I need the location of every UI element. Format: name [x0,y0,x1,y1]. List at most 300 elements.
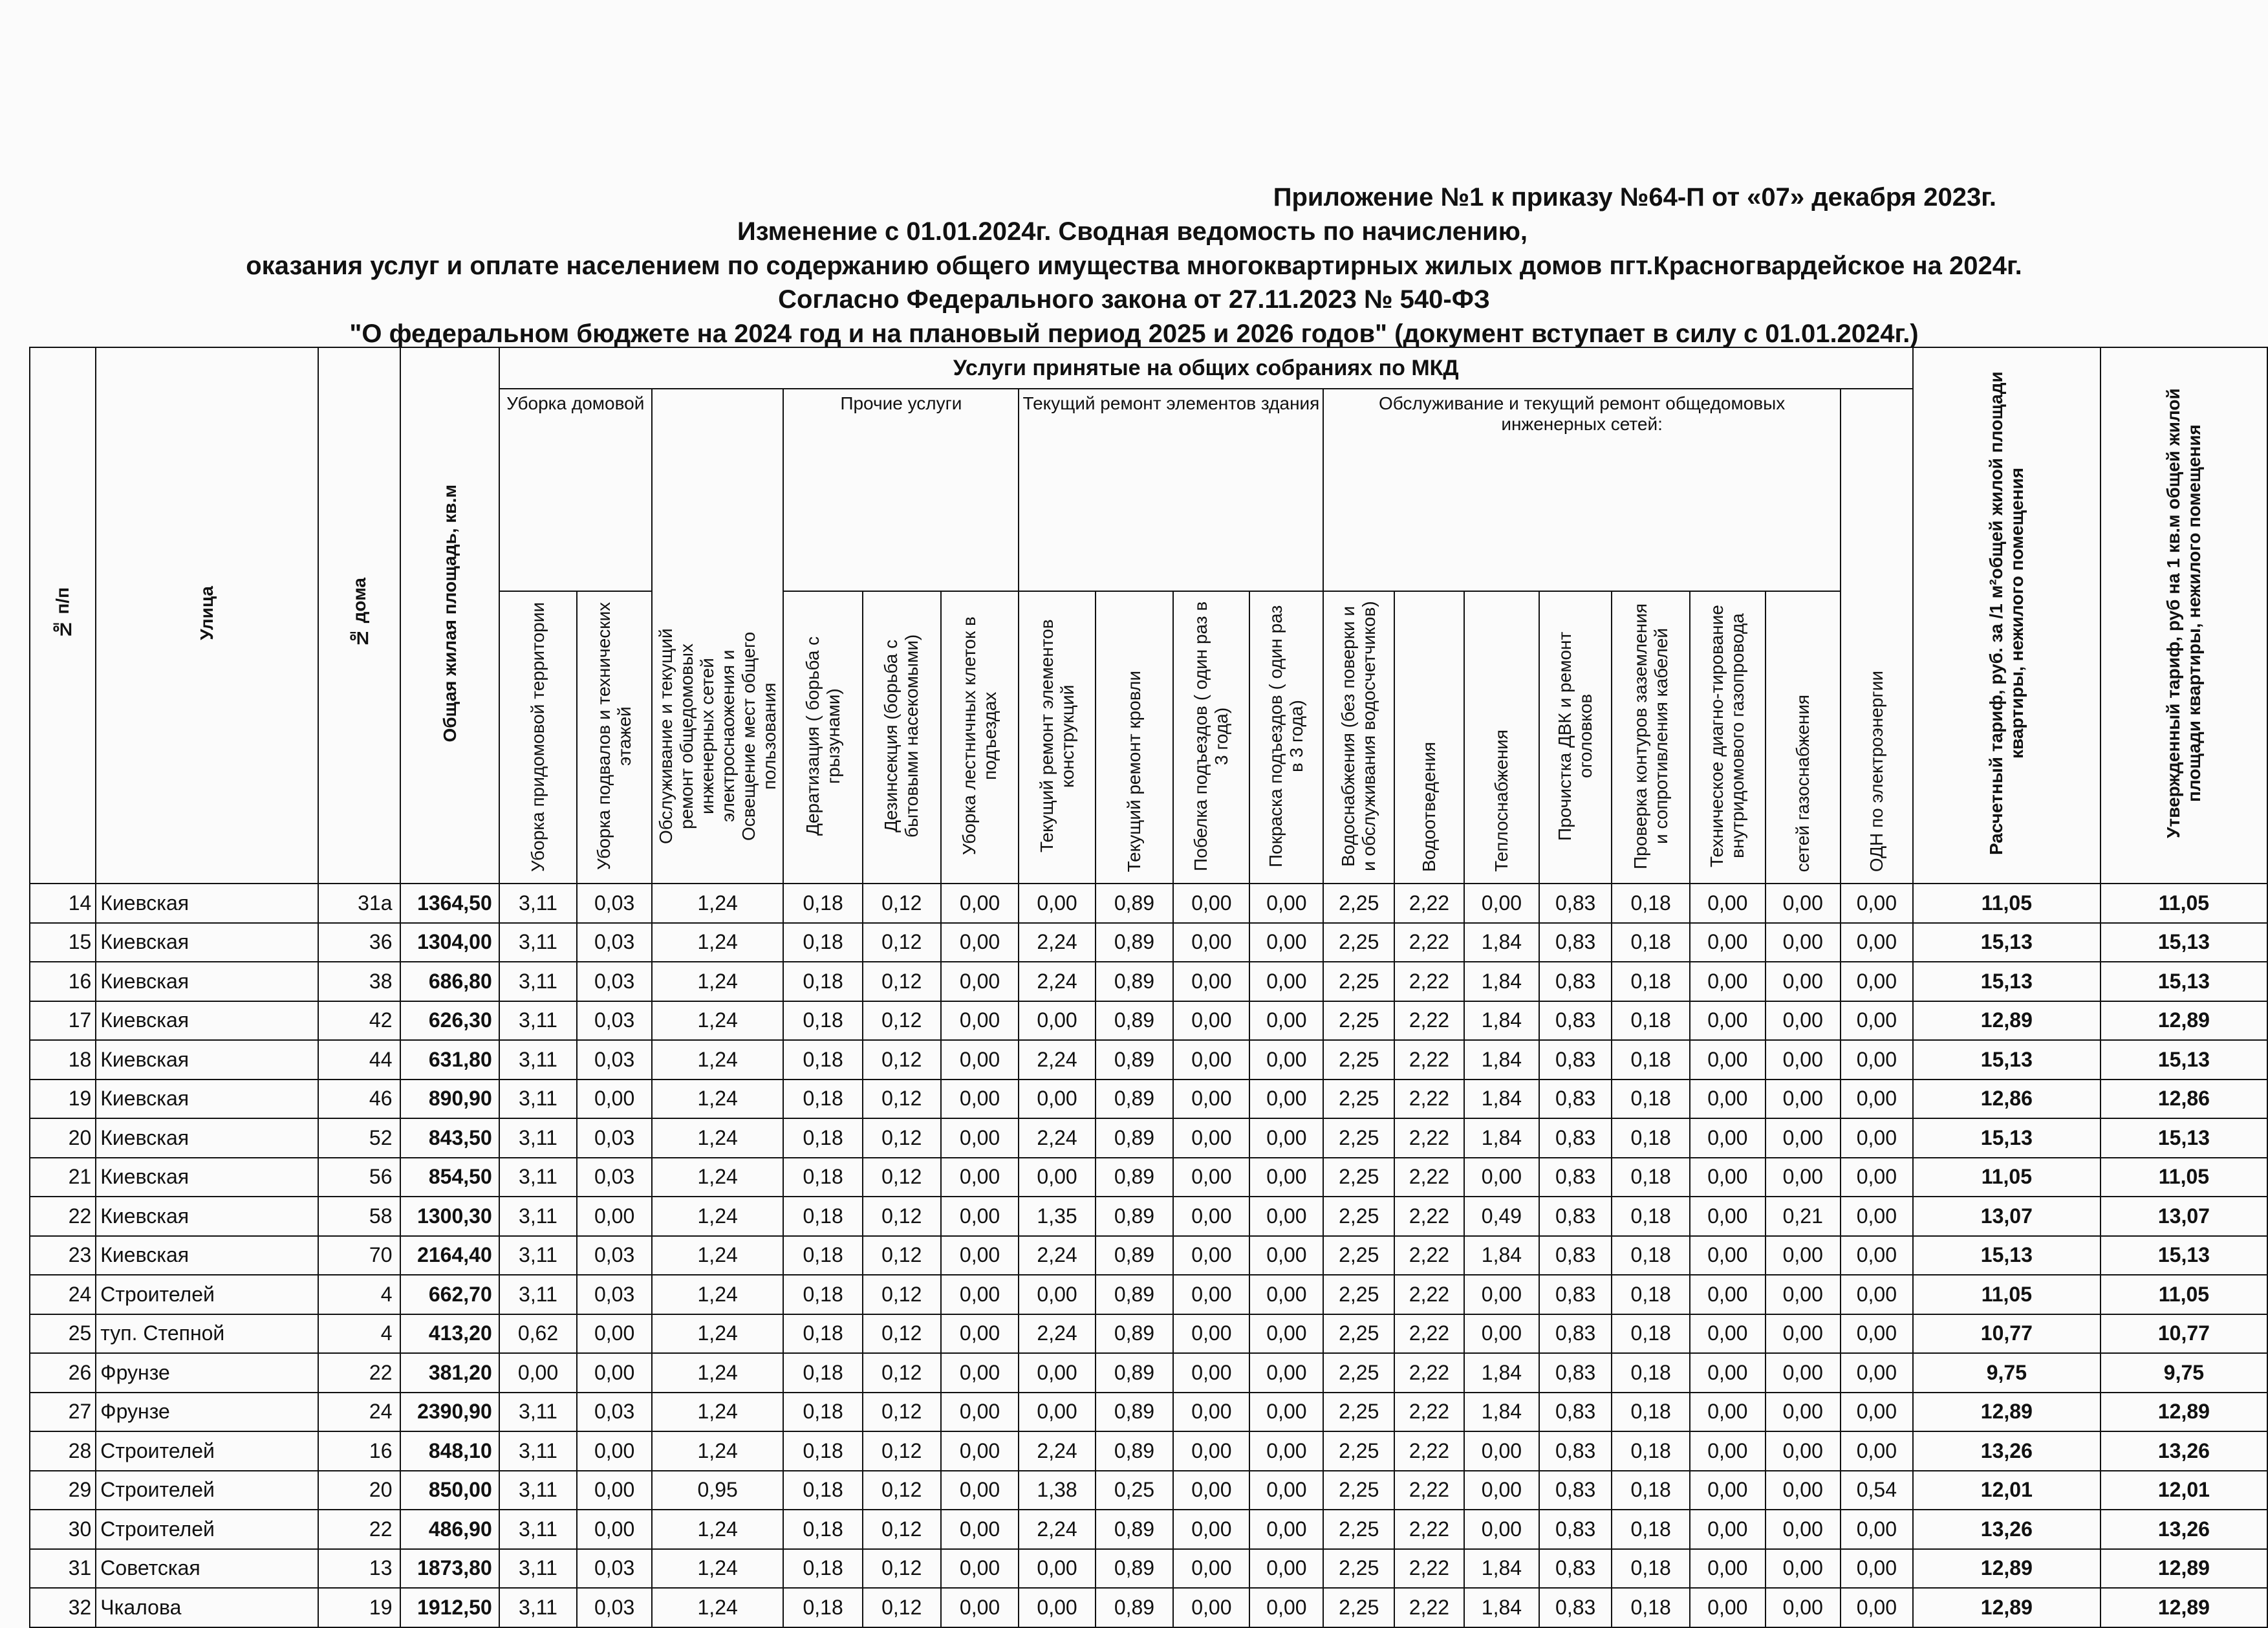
table-cell: 0,00 [1173,1314,1249,1354]
table-cell: 0,00 [1249,1588,1323,1627]
table-cell: 0,00 [1249,1510,1323,1549]
table-cell: 0,00 [1019,1158,1095,1197]
table-cell: Киевская [96,884,318,923]
table-cell: 0,18 [783,1158,863,1197]
table-cell: 0,00 [941,1353,1019,1393]
table-cell: 0,89 [1096,1080,1174,1119]
group-repair-header: Текущий ремонт элементов здания [1019,389,1323,591]
table-cell: 20 [318,1471,401,1510]
table-cell: 1,84 [1464,1118,1539,1158]
table-cell: 0,00 [1173,1353,1249,1393]
table-row [30,884,2267,923]
table-cell: 2,25 [1323,923,1394,962]
table-cell: 2,22 [1394,1471,1464,1510]
table-cell: 0,03 [577,1040,652,1080]
table-cell: 0,18 [1612,1236,1690,1275]
table-cell: 0,00 [1249,1471,1323,1510]
table-cell: 0,00 [1249,923,1323,962]
table-cell: 13,26 [2101,1510,2267,1549]
table-cell: 20 [30,1118,96,1158]
table-cell: 15 [30,923,96,962]
table-cell: 0,03 [577,1275,652,1314]
table-cell: 22 [318,1353,401,1393]
table-cell: 0,18 [783,1040,863,1080]
table-cell: 15,13 [2101,1118,2267,1158]
table-cell: 0,00 [941,1393,1019,1432]
table-cell: 0,18 [1612,1314,1690,1354]
table-cell: 2,22 [1394,1314,1464,1354]
table-cell: 0,12 [863,1588,941,1627]
table-cell: 12,89 [1913,1549,2101,1589]
table-cell: 1364,50 [400,884,499,923]
table-cell: 1,24 [652,1001,783,1041]
table-cell: 2,22 [1394,1236,1464,1275]
table-cell: 11,05 [1913,884,2101,923]
table-cell: 0,89 [1096,1236,1174,1275]
table-cell: 3,11 [499,1080,578,1119]
table-cell: 2,24 [1019,1040,1095,1080]
table-row [30,1236,2267,1275]
table-cell: 2,25 [1323,1197,1394,1236]
table-cell: 0,00 [1173,1393,1249,1432]
table-cell: 15,13 [1913,962,2101,1001]
table-cell: 12,86 [1913,1080,2101,1119]
table-row [30,1118,2267,1158]
table-cell: 0,00 [1173,1197,1249,1236]
table-cell: 0,18 [1612,1549,1690,1589]
table-cell: 0,89 [1096,1197,1174,1236]
table-cell: 1,84 [1464,1236,1539,1275]
table-cell: 0,18 [783,1001,863,1041]
table-cell: 0,18 [783,884,863,923]
budget-line: "О федеральном бюджете на 2024 год и на плановый период 2025 и 2026 годов" (документ вступает в силу с 01.01.2024г.) [349,320,1919,348]
table-cell: 0,00 [941,1080,1019,1119]
table-cell: 25 [30,1314,96,1354]
table-cell: 70 [318,1236,401,1275]
table-cell: 2,22 [1394,962,1464,1001]
table-cell: 28 [30,1431,96,1471]
table-cell: 0,00 [1173,1118,1249,1158]
table-cell: 0,00 [1464,1431,1539,1471]
table-cell: 0,03 [577,1588,652,1627]
table-body [30,884,2267,1627]
table-cell: 15,13 [2101,923,2267,962]
table-cell: 1912,50 [400,1588,499,1627]
table-cell: 0,00 [1766,1353,1841,1393]
col-area-header: Общая жилая площадь, кв.м [400,347,499,884]
table-cell: 0,00 [1841,1510,1913,1549]
table-cell: 2,22 [1394,1549,1464,1589]
table-cell: 0,00 [941,1040,1019,1080]
table-cell: 3,11 [499,1275,578,1314]
table-cell: 0,83 [1539,1158,1612,1197]
table-row [30,1510,2267,1549]
table-cell: 0,00 [1841,1431,1913,1471]
table-cell: 0,12 [863,1431,941,1471]
table-cell: 0,89 [1096,1549,1174,1589]
table-cell: 36 [318,923,401,962]
table-cell: 0,00 [941,1236,1019,1275]
table-cell: 0,00 [941,1431,1019,1471]
table-cell: Киевская [96,1197,318,1236]
table-cell: 0,83 [1539,884,1612,923]
table-cell: 0,00 [1019,1080,1095,1119]
table-cell: 0,12 [863,1197,941,1236]
table-cell: 0,12 [863,1080,941,1119]
table-cell: 2,24 [1019,1510,1095,1549]
table-cell: 1,24 [652,884,783,923]
table-cell: 0,00 [1019,1588,1095,1627]
table-cell: 0,00 [1841,1353,1913,1393]
table-cell: 0,00 [1766,1431,1841,1471]
table-cell: 0,00 [577,1431,652,1471]
table-cell: 0,83 [1539,1080,1612,1119]
table-cell: 2,22 [1394,1353,1464,1393]
table-cell: 0,00 [1173,1275,1249,1314]
table-cell: 0,00 [1464,1510,1539,1549]
table-cell: 0,00 [1766,1471,1841,1510]
table-cell: 0,00 [1464,884,1539,923]
table-cell: 0,00 [1690,884,1766,923]
table-cell: 13,07 [2101,1197,2267,1236]
table-cell: 0,89 [1096,1040,1174,1080]
table-cell: Киевская [96,1158,318,1197]
sub-header: Дератизация ( борьба с грызунами) [783,591,863,884]
table-row [30,1080,2267,1119]
table-cell: 2,24 [1019,1118,1095,1158]
table-cell: 1,24 [652,1118,783,1158]
table-cell: Советская [96,1549,318,1589]
table-cell: 11,05 [1913,1158,2101,1197]
table-cell: 0,00 [1841,1393,1913,1432]
table-cell: 0,18 [783,1549,863,1589]
table-cell: 0,95 [652,1471,783,1510]
table-cell: 0,00 [1019,1549,1095,1589]
table-cell: 0,00 [1841,1197,1913,1236]
table-cell: 0,00 [941,1001,1019,1041]
table-cell: 0,18 [783,1353,863,1393]
table-cell: 0,12 [863,884,941,923]
table-cell: 0,83 [1539,962,1612,1001]
table-cell: 3,11 [499,962,578,1001]
table-cell: 0,00 [1690,1118,1766,1158]
table-cell: 2,22 [1394,1001,1464,1041]
table-cell: 0,89 [1096,1275,1174,1314]
law-line: Согласно Федерального закона от 27.11.2023 № 540-ФЗ [778,285,1490,314]
table-cell: 0,00 [941,1549,1019,1589]
table-cell: 854,50 [400,1158,499,1197]
table-cell: 2,25 [1323,1080,1394,1119]
sub-header: Текущий ремонт кровли [1096,591,1174,884]
table-cell: 0,18 [1612,1118,1690,1158]
table-cell: 0,00 [1249,1158,1323,1197]
table-row [30,1471,2267,1510]
table-cell: 0,03 [577,1118,652,1158]
table-cell: 0,00 [577,1353,652,1393]
table-cell: 0,83 [1539,1431,1612,1471]
table-cell: 0,00 [1173,1510,1249,1549]
table-cell: 46 [318,1080,401,1119]
sub-header: Водоснабжения (без поверки и и обслуживания водосчетчиков) [1323,591,1394,884]
table-cell: 0,83 [1539,1001,1612,1041]
table-cell: 0,03 [577,1001,652,1041]
table-cell: 662,70 [400,1275,499,1314]
table-cell: 0,12 [863,1314,941,1354]
group-cleaning-header: Уборка домовой [499,389,652,591]
sub-header: Дезинсекция (борьба с бытовыми насекомыми) [863,591,941,884]
table-cell: 2,24 [1019,1431,1095,1471]
table-cell: 0,00 [1173,1588,1249,1627]
sub-header: Теплоснабжения [1464,591,1539,884]
table-cell: 413,20 [400,1314,499,1354]
table-cell: 0,03 [577,1549,652,1589]
table-cell: 2,22 [1394,1040,1464,1080]
table-cell: 1,38 [1019,1471,1095,1510]
table-cell: 0,12 [863,1118,941,1158]
table-cell: 0,00 [577,1471,652,1510]
table-cell: 0,00 [1841,884,1913,923]
table-cell: 0,00 [1841,962,1913,1001]
table-cell: 0,00 [1173,1158,1249,1197]
table-cell: 0,00 [1690,1471,1766,1510]
table-cell: 2,25 [1323,1431,1394,1471]
table-cell: 0,00 [941,884,1019,923]
table-cell: 1,84 [1464,1549,1539,1589]
table-cell: 0,00 [1766,1236,1841,1275]
table-cell: 0,00 [1766,1588,1841,1627]
table-cell: 1,24 [652,1393,783,1432]
table-cell: 0,89 [1096,1158,1174,1197]
table-cell: 15,13 [1913,1236,2101,1275]
table-cell: 0,00 [1173,1001,1249,1041]
table-cell: 0,00 [941,1275,1019,1314]
table-cell: 2,25 [1323,1314,1394,1354]
table-cell: 0,18 [783,1393,863,1432]
sub-header: Побелка подъездов ( один раз в 3 года) [1173,591,1249,884]
table-cell: 0,12 [863,1236,941,1275]
table-cell: 0,12 [863,1510,941,1549]
table-cell: 3,11 [499,1040,578,1080]
table-cell: 0,00 [577,1314,652,1354]
table-cell: Киевская [96,1236,318,1275]
table-cell: 0,18 [783,1314,863,1354]
table-cell: 1,35 [1019,1197,1095,1236]
table-cell: 58 [318,1197,401,1236]
table-cell: 0,00 [1464,1275,1539,1314]
table-cell: 14 [30,884,96,923]
table-cell: 0,12 [863,1393,941,1432]
sub-header: сетей газоснабжения [1766,591,1841,884]
table-cell: 1,24 [652,1510,783,1549]
table-cell: 0,03 [577,1236,652,1275]
table-cell: 0,18 [783,1431,863,1471]
table-cell: 0,00 [1249,1314,1323,1354]
table-cell: 0,83 [1539,1549,1612,1589]
table-cell: Киевская [96,962,318,1001]
table-cell: 1,24 [652,1314,783,1354]
table-cell: 1,84 [1464,923,1539,962]
table-cell: 56 [318,1158,401,1197]
sub-header: Техническое диагно-тирование внутридомового газопровода [1690,591,1766,884]
table-cell: 16 [30,962,96,1001]
table-cell: 843,50 [400,1118,499,1158]
table-cell: 13,26 [1913,1431,2101,1471]
table-cell: 0,83 [1539,1510,1612,1549]
table-cell: 2,24 [1019,962,1095,1001]
table-row [30,1158,2267,1197]
table-cell: 2,25 [1323,1353,1394,1393]
table-cell: 1,24 [652,1197,783,1236]
table-cell: 0,00 [1173,923,1249,962]
table-row [30,1040,2267,1080]
table-cell: 12,01 [1913,1471,2101,1510]
table-cell: 0,00 [941,1158,1019,1197]
table-cell: 1304,00 [400,923,499,962]
table-cell: 0,00 [1841,1588,1913,1627]
table-cell: 0,00 [941,962,1019,1001]
table-cell: 31 [30,1549,96,1589]
table-cell: 0,00 [1249,1236,1323,1275]
table-cell: 0,18 [783,1197,863,1236]
table-cell: 0,00 [1249,962,1323,1001]
table-cell: 0,83 [1539,1236,1612,1275]
table-cell: 13,07 [1913,1197,2101,1236]
table-cell: 0,00 [941,1118,1019,1158]
table-cell: 0,49 [1464,1197,1539,1236]
table-cell: 0,00 [577,1510,652,1549]
table-cell: 0,12 [863,1158,941,1197]
appendix-line: Приложение №1 к приказу №64-П от «07» декабря 2023г. [1273,183,1996,212]
table-cell: Фрунзе [96,1353,318,1393]
table-cell: 0,83 [1539,1118,1612,1158]
table-row [30,1001,2267,1041]
table-cell: 0,00 [941,1197,1019,1236]
table-cell: 0,00 [941,923,1019,962]
table-cell: 1,84 [1464,1080,1539,1119]
table-cell: 486,90 [400,1510,499,1549]
table-cell: 0,89 [1096,962,1174,1001]
table-cell: 1,84 [1464,1001,1539,1041]
table-cell: 0,00 [1173,1040,1249,1080]
table-cell: 0,18 [1612,1158,1690,1197]
table-cell: 0,00 [1690,1236,1766,1275]
table-cell: 2,22 [1394,1080,1464,1119]
col-num-header: № п/п [30,347,96,884]
table-cell: 0,00 [1841,1158,1913,1197]
table-cell: 0,00 [1766,1118,1841,1158]
table-cell: 890,90 [400,1080,499,1119]
table-cell: 2,25 [1323,1588,1394,1627]
table-cell: 2,25 [1323,1549,1394,1589]
table-cell: 3,11 [499,923,578,962]
table-cell: 0,12 [863,923,941,962]
table-cell: 11,05 [2101,1275,2267,1314]
table-cell: Фрунзе [96,1393,318,1432]
table-cell: 1,24 [652,1275,783,1314]
table-cell: 0,03 [577,923,652,962]
table-cell: 2,22 [1394,1197,1464,1236]
table-cell: 0,00 [1766,1158,1841,1197]
table-cell: 13 [318,1549,401,1589]
table-cell: 0,83 [1539,1314,1612,1354]
col-street-header: Улица [96,347,318,884]
table-cell: 0,00 [1766,1275,1841,1314]
table-cell: 9,75 [1913,1353,2101,1393]
table-cell: 0,00 [1249,1549,1323,1589]
table-cell: 0,18 [783,1080,863,1119]
table-cell: 2,22 [1394,1275,1464,1314]
table-cell: 0,00 [577,1080,652,1119]
table-cell: 0,00 [1766,1080,1841,1119]
table-cell: 3,11 [499,1549,578,1589]
table-cell: 0,18 [1612,1197,1690,1236]
table-cell: 3,11 [499,1510,578,1549]
group-other-header: Прочие услуги [783,389,1019,591]
table-cell: 0,00 [1841,1080,1913,1119]
table-cell: 0,00 [1249,1353,1323,1393]
table-cell: 9,75 [2101,1353,2267,1393]
table-cell: 0,00 [1464,1314,1539,1354]
table-cell: 17 [30,1001,96,1041]
table-cell: 0,83 [1539,1353,1612,1393]
table-cell: 0,00 [1766,1001,1841,1041]
table-cell: 0,18 [783,1236,863,1275]
sub-header: Прочистка ДВК и ремонт оголовков [1539,591,1612,884]
table-cell: 2,25 [1323,1510,1394,1549]
table-cell: 4 [318,1314,401,1354]
table-cell: 0,00 [1249,1197,1323,1236]
table-cell: 0,00 [1841,923,1913,962]
table-cell: 1,84 [1464,1393,1539,1432]
table-cell: 0,00 [499,1353,578,1393]
table-cell: 0,18 [1612,1510,1690,1549]
sub-header: Уборка подвалов и технических этажей [577,591,652,884]
table-cell: 0,18 [1612,884,1690,923]
table-cell: 2,24 [1019,923,1095,962]
table-cell: 626,30 [400,1001,499,1041]
table-cell: 0,83 [1539,1197,1612,1236]
table-cell: 0,00 [1690,1080,1766,1119]
table-cell: 0,00 [1690,1549,1766,1589]
table-cell: 1,84 [1464,1588,1539,1627]
table-row [30,1197,2267,1236]
table-cell: Чкалова [96,1588,318,1627]
table-cell: 0,89 [1096,1588,1174,1627]
table-cell: 0,21 [1766,1197,1841,1236]
table-cell: 0,00 [1766,1510,1841,1549]
change-line: Изменение с 01.01.2024г. Сводная ведомость по начислению, [737,217,1528,246]
table-cell: 3,11 [499,1158,578,1197]
table-cell: 0,12 [863,1275,941,1314]
table-cell: 16 [318,1431,401,1471]
table-cell: 0,00 [1690,1197,1766,1236]
table-cell: 0,00 [1690,1588,1766,1627]
table-cell: 0,18 [783,962,863,1001]
table-cell: 0,18 [1612,1393,1690,1432]
table-cell: 11,05 [2101,1158,2267,1197]
table-cell: 0,00 [1464,1471,1539,1510]
table-cell: 2,22 [1394,1510,1464,1549]
table-cell: 18 [30,1040,96,1080]
table-cell: Строителей [96,1510,318,1549]
table-cell: 3,11 [499,1001,578,1041]
sub-header: Текущий ремонт элементов конструкций [1019,591,1095,884]
table-cell: 1873,80 [400,1549,499,1589]
table-cell: 0,00 [1249,1393,1323,1432]
table-cell: 0,00 [1464,1158,1539,1197]
table-cell: 15,13 [2101,1236,2267,1275]
table-cell: 1,84 [1464,1040,1539,1080]
